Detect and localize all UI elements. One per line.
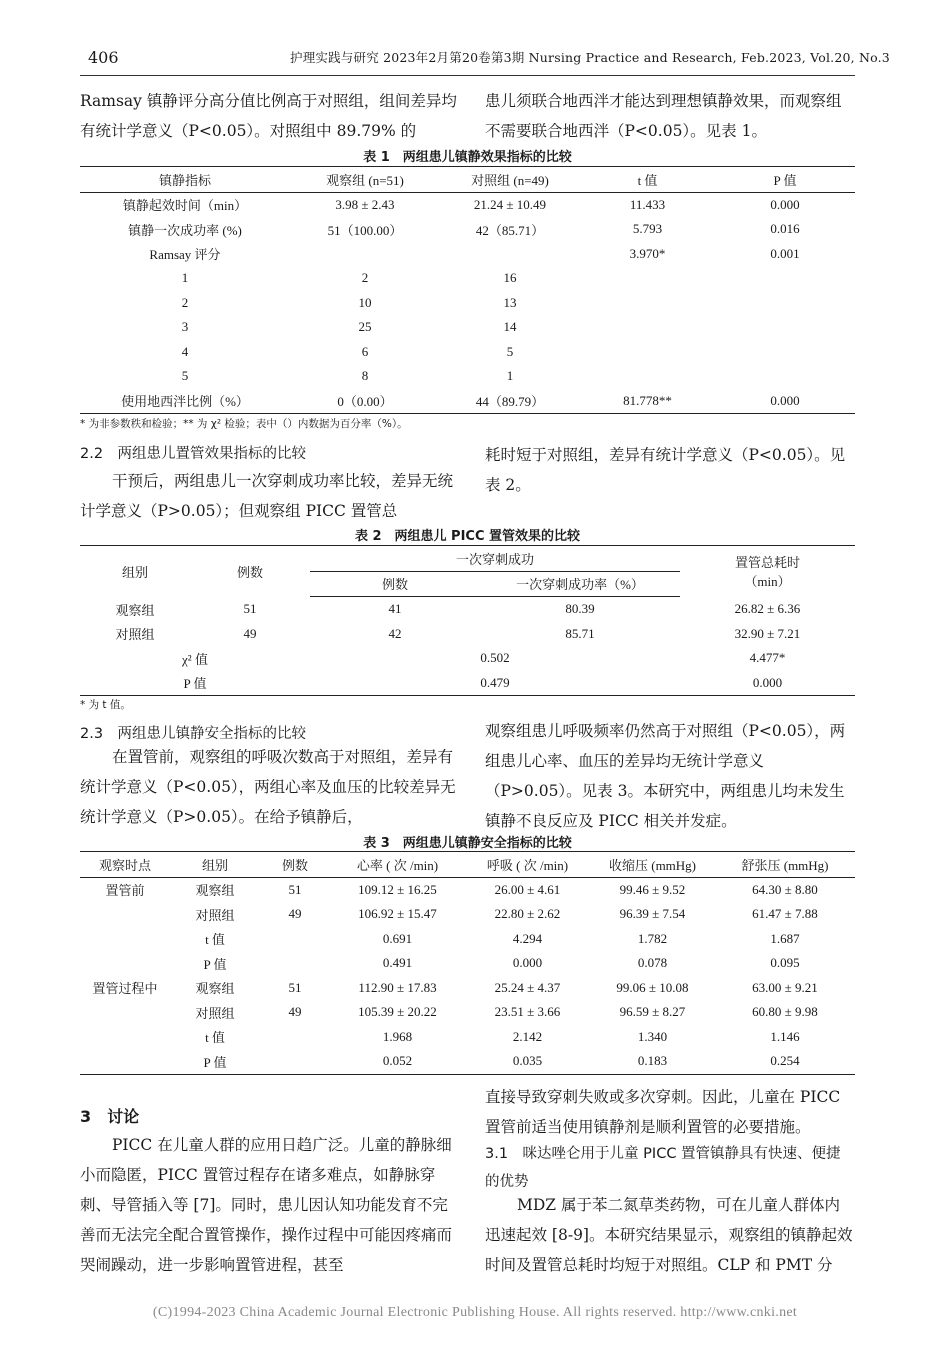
intro-right-text: 患儿须联合地西泮才能达到理想镇静效果，而观察组不需要联合地西泮（P<0.05）。见表 1。: [485, 92, 842, 140]
table-cell: 2: [181, 294, 189, 310]
table-cell: 0.095: [770, 955, 800, 971]
table-row: [80, 1000, 855, 1025]
table-cell: [260, 927, 330, 952]
table-cell: 1.340: [637, 1028, 668, 1044]
table-row: [80, 192, 855, 217]
table-cell: [715, 266, 855, 291]
table-cell: 64.30 ± 8.80: [752, 881, 818, 897]
table-cell: 21.24 ± 10.49: [473, 196, 547, 212]
table-cell: [80, 1000, 170, 1025]
table-cell: 0.254: [715, 1049, 855, 1074]
table-cell: 81.778**: [580, 389, 715, 414]
table3-header-cell: 呼吸 ( 次 /min): [465, 852, 590, 878]
table-row: [80, 291, 855, 316]
table-row: [80, 902, 855, 927]
table-cell: 42（85.71）: [475, 222, 545, 238]
table2-p-time: 0.000: [680, 671, 855, 696]
table1-header-cell: 对照组 (n=49): [440, 167, 580, 193]
table-cell: [290, 242, 440, 267]
table-cell: 42: [388, 625, 402, 641]
table-cell: 0.000: [715, 389, 855, 414]
table3-header-row: [80, 852, 855, 878]
table-cell: 0.035: [465, 1049, 590, 1074]
table-cell: 0.491: [382, 955, 413, 971]
table-cell: 25.24 ± 4.37: [494, 979, 561, 995]
table-cell: 16: [503, 270, 517, 286]
table-cell: 4: [181, 343, 189, 359]
table-cell: [715, 291, 855, 316]
table-cell: [580, 291, 715, 316]
table-cell: [715, 315, 855, 340]
table2-p-rate: 0.479: [310, 671, 680, 696]
table-cell: 22.80 ± 2.62: [494, 906, 561, 922]
table-row: [80, 340, 855, 365]
table-cell: [580, 315, 715, 340]
table-cell: [580, 364, 715, 389]
table3: [80, 851, 855, 1075]
table-cell: [80, 902, 170, 927]
table-cell: 观察组: [195, 883, 235, 899]
table-cell: 观察组: [115, 602, 155, 618]
journal-header: 护理实践与研究 2023年2月第20卷第3期 Nursing Practice and Research, Feb.2023, Vol.20, No.3: [290, 50, 890, 65]
table-cell: 10: [358, 294, 372, 310]
section-2-2-title: 2.2 两组患儿置管效果指标的比较: [80, 446, 307, 462]
table3-header-cell: 舒张压 (mmHg): [715, 852, 855, 878]
table-cell: 61.47 ± 7.88: [752, 906, 818, 922]
table-cell: 25: [358, 319, 372, 335]
table-cell: 1.782: [637, 930, 668, 946]
table-cell: 49: [288, 906, 302, 922]
table-cell: 3.970*: [629, 245, 666, 261]
table-row: [80, 597, 855, 622]
table-cell: 85.71: [565, 625, 595, 641]
table-cell: Ramsay 评分: [149, 247, 221, 263]
table-row: [80, 389, 855, 414]
table-row: [80, 976, 855, 1001]
table-row: [80, 364, 855, 389]
table-cell: 1.146: [770, 1028, 800, 1044]
table-cell: 2.142: [512, 1028, 543, 1044]
section-2-3-title: 2.3 两组患儿镇静安全指标的比较: [80, 726, 307, 742]
table-cell: 对照组: [115, 627, 155, 643]
table3-header-cell: 例数: [260, 852, 330, 878]
table-cell: 1.968: [382, 1028, 413, 1044]
table-row: [80, 951, 855, 976]
table1-header-cell: 镇静指标: [80, 167, 290, 193]
table-cell: 32.90 ± 7.21: [734, 625, 801, 641]
table-row: [80, 622, 855, 647]
table-cell: 80.39: [565, 601, 595, 617]
table-cell: [580, 266, 715, 291]
table-cell: 0.691: [382, 930, 413, 946]
table3-caption: 表 3 两组患儿镇静安全指标的比较: [363, 836, 572, 851]
table-cell: 8: [361, 368, 369, 384]
table-cell: 96.39 ± 7.54: [619, 906, 686, 922]
table1-header-cell: t 值: [580, 167, 715, 193]
table2-header-first-success: 一次穿刺成功: [310, 546, 680, 572]
table2-header-cases: 例数: [190, 546, 310, 597]
table3-header-cell: 收缩压 (mmHg): [590, 852, 715, 878]
table-row: [80, 927, 855, 952]
table2-header-total-time: [680, 546, 855, 597]
table-cell: 99.46 ± 9.52: [619, 881, 686, 897]
table-cell: 99.06 ± 10.08: [616, 979, 689, 995]
table-cell: 63.00 ± 9.21: [752, 979, 818, 995]
table-cell: [80, 1025, 170, 1050]
table-cell: 对照组: [195, 1005, 235, 1021]
table-cell: 2: [361, 270, 369, 286]
table3-header-cell: 组别: [170, 852, 260, 878]
table-cell: 23.51 ± 3.66: [494, 1004, 561, 1020]
intro-left-text: Ramsay 镇静评分高分值比例高于对照组，组间差异均有统计学意义（P<0.05）。对照组中 89.79% 的: [80, 92, 457, 140]
table-cell: 1: [181, 270, 189, 286]
table-cell: 41: [388, 601, 402, 617]
table-cell: [260, 951, 330, 976]
section-2-3-right-text: 观察组患儿呼吸频率仍然高于对照组（P<0.05），两组患儿心率、血压的差异均无统计学意义（P>0.05）。见表 3。本研究中，两组患儿均未发生镇静不良反应及 PICC 相关并发症。: [485, 722, 846, 830]
table1-header-cell: 观察组 (n=51): [290, 167, 440, 193]
table-cell: 5: [181, 368, 189, 384]
section-3-1-text: MDZ 属于苯二氮草类药物，可在儿童人群体内迅速起效 [8-9]。本研究结果显示，观察组的镇静起效时间及置管总耗时均短于对照组。CLP 和 PMT 分: [485, 1196, 853, 1274]
table2-chi-rate: 0.502: [480, 650, 510, 666]
table-cell: t 值: [205, 1030, 225, 1046]
table1-note: * 为非参数秩和检验；** 为 χ² 检验；表中（）内数据为百分率（%）。: [80, 418, 408, 430]
table-row: [80, 242, 855, 267]
table-cell: 5.793: [632, 221, 663, 237]
page-number: 406: [88, 48, 119, 67]
table-cell: P 值: [203, 956, 227, 972]
table-cell: 51: [288, 881, 302, 897]
table-cell: 112.90 ± 17.83: [358, 979, 437, 995]
table-row: [80, 266, 855, 291]
table1-caption: 表 1 两组患儿镇静效果指标的比较: [363, 150, 572, 165]
section-2-2-left-text: 干预后，两组患儿一次穿刺成功率比较，差异无统计学意义（P>0.05）；但观察组 PICC 置管总: [80, 472, 454, 520]
table2-header-group: 组别: [80, 546, 190, 597]
table-cell: 使用地西泮比例（%）: [80, 389, 290, 414]
table-cell: [260, 1049, 330, 1074]
table2-caption: 表 2 两组患儿 PICC 置管效果的比较: [354, 529, 581, 544]
table-row: [80, 877, 855, 902]
table-cell: 60.80 ± 9.98: [752, 1004, 818, 1020]
table-cell: t 值: [205, 932, 225, 948]
table-cell: 44（89.79）: [440, 389, 580, 414]
table-cell: [80, 951, 170, 976]
table-row: [80, 671, 855, 696]
table1-header-cell: P 值: [715, 167, 855, 193]
table-cell: 镇静起效时间（min）: [122, 198, 248, 214]
table-cell: 1.687: [770, 930, 800, 946]
table-row: [80, 315, 855, 340]
table-cell: 置管过程中: [92, 981, 158, 997]
table-cell: 106.92 ± 15.47: [358, 906, 437, 922]
table2-header-total-time-unit: （min）: [744, 574, 791, 590]
table-cell: 6: [361, 343, 369, 359]
table1-header-row: [80, 167, 855, 193]
table-row: [80, 1025, 855, 1050]
table-cell: 0（0.00）: [290, 389, 440, 414]
table2-chi-time: 4.477*: [749, 650, 786, 666]
table-cell: P 值: [170, 1049, 260, 1074]
table-row: [80, 646, 855, 671]
table-cell: 0.052: [330, 1049, 465, 1074]
table-cell: 对照组: [195, 907, 235, 923]
table-cell: 镇静一次成功率 (%): [128, 222, 242, 238]
table-row: [80, 1049, 855, 1074]
table2-header-total-time-label: 置管总耗时: [734, 555, 800, 571]
section-3-title: 3 讨论: [80, 1107, 140, 1126]
table-cell: 0.000: [770, 196, 800, 212]
table-cell: 51（100.00）: [327, 222, 403, 238]
table-cell: 1: [506, 368, 514, 384]
table-cell: 置管前: [105, 883, 145, 899]
table1: [80, 166, 855, 414]
table-cell: 26.00 ± 4.61: [494, 881, 561, 897]
table3-header-cell: 心率 ( 次 /min): [330, 852, 465, 878]
table-cell: 51: [243, 601, 257, 616]
table-cell: 51: [288, 979, 302, 995]
section-2-3-left-text: 在置管前，观察组的呼吸次数高于对照组，差异有统计学意义（P<0.05），两组心率及血压的比较差异无统计学意义（P>0.05）。在给予镇静后，: [80, 748, 456, 826]
table-cell: 0.183: [590, 1049, 715, 1074]
discussion-left-text: PICC 在儿童人群的应用日趋广泛。儿童的静脉细小而隐匿，PICC 置管过程存在诸多难点，如静脉穿刺、导管插入等 [7]。同时，患儿因认知功能发育不完善而无法完全配合置管操作，操作过程中可能因疼痛而哭闹躁动，进一步影响置管进程，甚至: [80, 1136, 453, 1274]
copyright-footer: (C)1994-2023 China Academic Journal Electronic Publishing House. All rights reserved. http://www.cnki.net: [152, 1305, 798, 1320]
table-cell: 96.59 ± 8.27: [619, 1004, 686, 1020]
table-cell: 0.078: [637, 955, 668, 971]
table2: [80, 545, 855, 696]
table-cell: 3: [181, 319, 189, 335]
table-cell: 14: [503, 319, 517, 335]
table-cell: [260, 1025, 330, 1050]
table-cell: 49: [243, 625, 257, 641]
discussion-right-text: 直接导致穿刺失败或多次穿刺。因此，儿童在 PICC 置管前适当使用镇静剂是顺利置管的必要措施。: [485, 1088, 841, 1136]
table2-note: * 为 t 值。: [80, 699, 131, 711]
header-rule: [80, 75, 855, 76]
table-cell: [440, 242, 580, 267]
table-cell: 观察组: [195, 981, 235, 997]
table-cell: 0.016: [770, 221, 800, 237]
table-cell: 13: [503, 294, 517, 310]
table3-header-cell: 观察时点: [80, 852, 170, 878]
table2-header-first-cases: 例数: [310, 571, 480, 597]
table-cell: 5: [506, 343, 514, 359]
table2-chi-label: χ² 值: [182, 651, 208, 667]
table-cell: 0.000: [512, 955, 543, 971]
table2-p-label: P 值: [80, 671, 310, 696]
table-cell: 105.39 ± 20.22: [358, 1004, 437, 1020]
table-cell: 109.12 ± 16.25: [358, 881, 437, 897]
table-cell: [715, 364, 855, 389]
table-cell: [80, 927, 170, 952]
table-cell: 4.294: [512, 930, 543, 946]
table-cell: 0.001: [770, 245, 800, 261]
section-3-1-title: 3.1 咪达唑仑用于儿童 PICC 置管镇静具有快速、便捷的优势: [485, 1146, 841, 1190]
table-cell: 11.433: [629, 196, 666, 212]
table-cell: [715, 340, 855, 365]
table-cell: 49: [288, 1004, 302, 1020]
section-2-2-right-text: 耗时短于对照组，差异有统计学意义（P<0.05）。见表 2。: [485, 446, 846, 494]
table-row: [80, 217, 855, 242]
table-cell: 26.82 ± 6.36: [734, 601, 801, 616]
table-cell: [580, 340, 715, 365]
table-cell: 3.98 ± 2.43: [335, 196, 395, 212]
table2-header-first-rate: 一次穿刺成功率（%）: [480, 571, 680, 597]
table-cell: [80, 1049, 170, 1074]
